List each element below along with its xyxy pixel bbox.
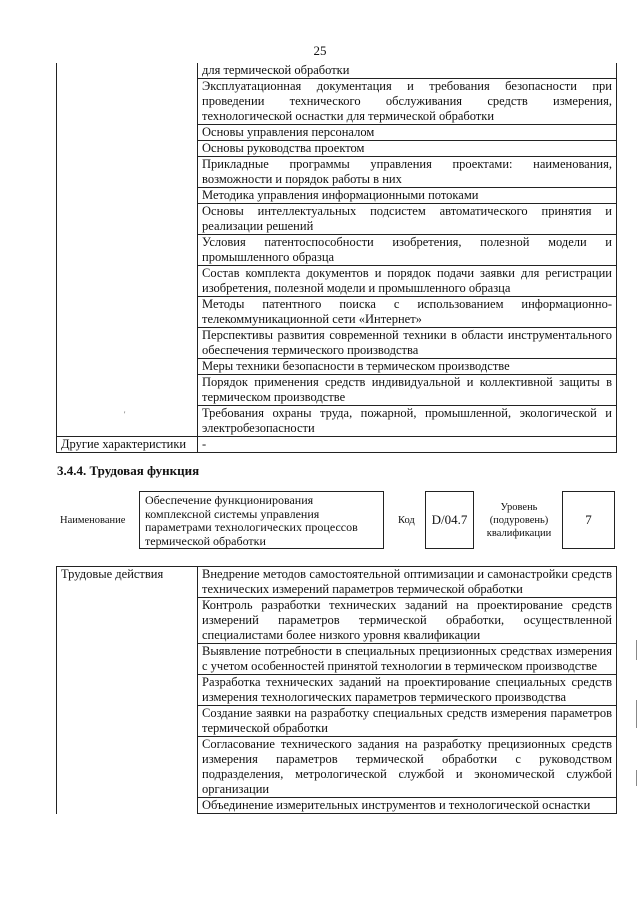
table-cell-empty [57, 297, 198, 328]
table-row: Состав комплекта документов и порядок подачи заявки для регистрации изобретения, полезной модели и промышленного образца [198, 266, 617, 297]
function-code-box: D/04.7 [425, 491, 474, 549]
table-cell-empty [57, 798, 198, 814]
table-row: Эксплуатационная документация и требования безопасности при проведении технического обслуживания средств измерения, технологической оснастки для термической обработки [198, 79, 617, 125]
other-characteristics-value: - [198, 437, 617, 453]
name-label: Наименование [60, 515, 126, 526]
table-cell-empty [57, 644, 198, 675]
table-row: Перспективы развития современной техники в области инструментального обеспечения термического производства [198, 328, 617, 359]
table-cell-empty [57, 157, 198, 188]
code-label: Код [398, 515, 415, 526]
table-row: Основы управления персоналом [198, 125, 617, 141]
other-characteristics-label: Другие характеристики [57, 437, 198, 453]
function-name-box: Обеспечение функционирования комплексной системы управления параметрами технологических процессов термической обработки [139, 491, 384, 549]
table-cell-empty [57, 188, 198, 204]
scan-edge-mark [636, 700, 637, 728]
table-row: Основы интеллектуальных подсистем автоматического принятия и реализации решений [198, 204, 617, 235]
scan-mark: ' [124, 410, 126, 419]
table-row: Контроль разработки технических заданий на проектирование средств измерений параметров термической обработки, осуществленной специалистами более низкого уровня квалификации [198, 598, 617, 644]
level-label-line-1: Уровень [500, 502, 538, 513]
table-row: Меры техники безопасности в термическом производстве [198, 359, 617, 375]
table-cell-empty [57, 375, 198, 406]
table-row: Выявление потребности в специальных прецизионных средствах измерения с учетом особенностей принятой технологии в термическом производстве [198, 644, 617, 675]
table-cell-empty [57, 204, 198, 235]
section-heading: 3.4.4. Трудовая функция [57, 463, 200, 478]
table-row: Основы руководства проектом [198, 141, 617, 157]
table-cell-empty [57, 125, 198, 141]
knowledge-table [56, 63, 617, 453]
table-cell-empty [57, 328, 198, 359]
scan-edge-mark [636, 770, 637, 786]
page-number: 25 [313, 43, 327, 58]
table-cell-empty [57, 235, 198, 266]
table-cell-empty [57, 737, 198, 798]
table-row: Объединение измерительных инструментов и технологической оснастки [198, 798, 617, 814]
table-cell-empty [57, 79, 198, 125]
table-cell-empty [57, 359, 198, 375]
table-row: Согласование технического задания на разработку прецизионных средств измерения параметров термической обработки с руководством подразделения, метрологической службой и экономической службой организации [198, 737, 617, 798]
table-cell-empty [57, 598, 198, 644]
table-cell-empty [57, 141, 198, 157]
table-cell-empty [57, 406, 198, 437]
table-row: Условия патентоспособности изобретения, полезной модели и промышленного образца [198, 235, 617, 266]
labor-actions-label: Трудовые действия [57, 567, 198, 598]
level-label-line-3: квалификации [486, 528, 552, 539]
qualification-level-box: 7 [562, 491, 615, 549]
table-row: Прикладные программы управления проектами: наименования, возможности и порядок работы в них [198, 157, 617, 188]
table-row: Разработка технических заданий на проектирование специальных средств измерения технологических параметров термического производства [198, 675, 617, 706]
table-row: Внедрение методов самостоятельной оптимизации и самонастройки средств технических измерений параметров термической обработки [198, 567, 617, 598]
labor-actions-table [56, 566, 617, 814]
table-row: Порядок применения средств индивидуальной и коллективной защиты в термическом производстве [198, 375, 617, 406]
table-row: Методика управления информационными потоками [198, 188, 617, 204]
table-cell-empty [57, 266, 198, 297]
level-label-line-2: (подуровень) [489, 515, 549, 526]
scan-edge-mark [636, 640, 637, 660]
table-row: для термической обработки [198, 63, 617, 79]
table-cell-empty [57, 675, 198, 706]
table-row: Создание заявки на разработку специальных средств измерения параметров термической обработки [198, 706, 617, 737]
table-row: Требования охраны труда, пожарной, промышленной, экологической и электробезопасности [198, 406, 617, 437]
table-cell-empty [57, 706, 198, 737]
table-row: Методы патентного поиска с использованием информационно-телекоммуникационной сети «Интернет» [198, 297, 617, 328]
table-cell-empty [57, 63, 198, 79]
